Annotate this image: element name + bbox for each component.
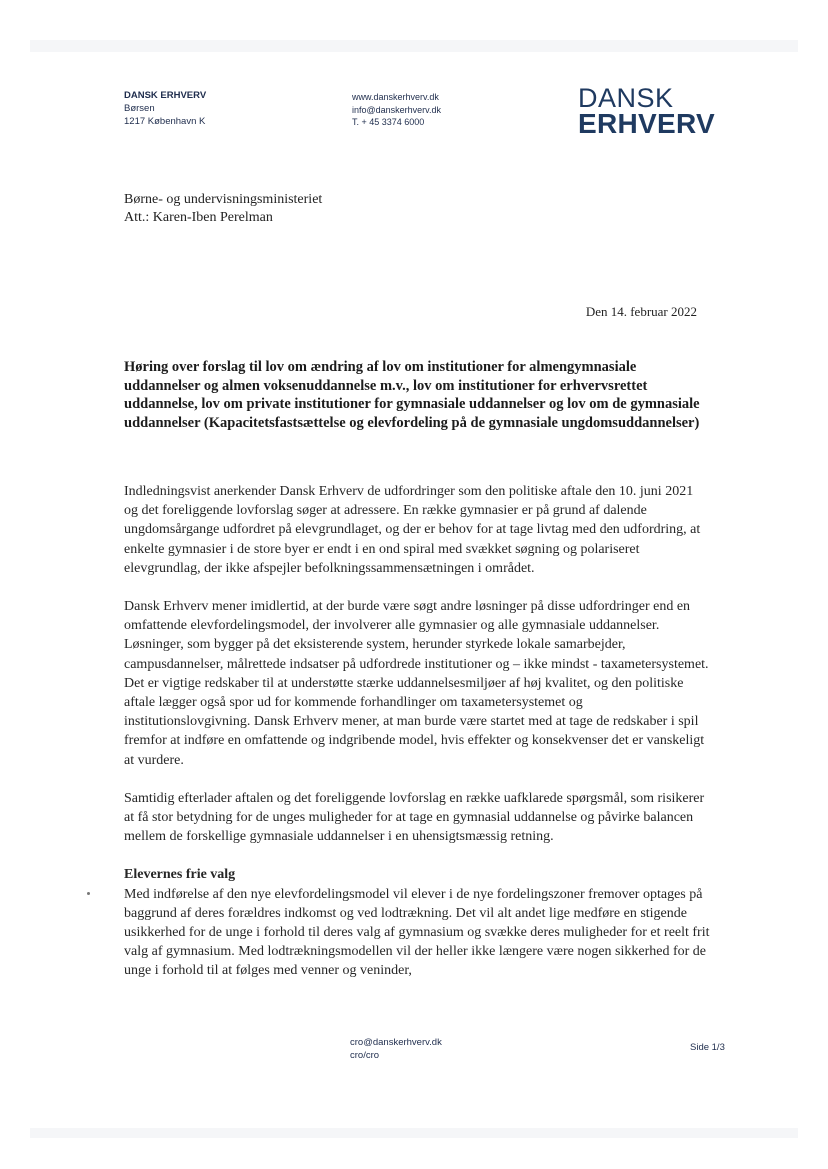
sender-org: DANSK ERHVERV xyxy=(124,90,207,101)
sender-address-line2: 1217 København K xyxy=(124,116,206,127)
contact-email: info@danskerhverv.dk xyxy=(352,104,442,115)
contact-block xyxy=(352,91,441,129)
footer-contact xyxy=(350,1037,442,1062)
letter-date: Den 14. februar 2022 xyxy=(585,304,697,319)
section-heading: Elevernes frie valg xyxy=(124,867,236,883)
contact-phone: T. + 45 3374 6000 xyxy=(352,117,425,127)
recipient-line1: Børne- og undervisningsministeriet xyxy=(124,192,323,207)
sender-address-line1: Børsen xyxy=(124,103,155,114)
sender-block xyxy=(124,89,206,128)
dansk-erhverv-logo xyxy=(578,83,715,139)
recipient-line2: Att.: Karen-Iben Perelman xyxy=(124,210,273,225)
logo-line1: DANSK xyxy=(578,83,674,113)
margin-mark xyxy=(87,892,90,895)
footer-email: cro@danskerhverv.dk xyxy=(350,1037,442,1048)
page-number: Side 1/3 xyxy=(690,1042,725,1053)
scan-edge-top xyxy=(30,40,798,52)
body-paragraph-1: Indledningsvist anerkender Dansk Erhverv de udfordringer som den politiske aftale den 10. juni 2021 og det foreliggende lovforslag søger at adressere. En række gymnasier er på grund af dalende ungdomsårgange udfordret på elevgrundlaget, og der er behov for at tage livtag med den udfordring, at enkelte gymnasier i de store byer er endt i en ond spiral med svækket søgning og polariseret elevgrundlag, der ikke afspejler befolkningssammensætningen i området. xyxy=(124,484,701,576)
body-paragraph-3: Samtidig efterlader aftalen og det foreliggende lovforslag en række uafklarede spørgsmål, som risikerer at få stor betydning for de unges muligheder for at tage en gymnasial uddannelse og påvirke balancen mellem de forskellige gymnasiale uddannelser i en uhensigtsmæssig retning. xyxy=(124,790,705,845)
section-text: Med indførelse af den nye elevfordelingsmodel vil elever i de nye fordelingszoner fremover optages på baggrund af deres forældres indkomst og ved lodtrækning. Det vil alt andet lige medføre en stigende usikkerhed for de unge i forhold til deres valg af gymnasium og svække deres muligheder for et reelt frit valg af gymnasium. Med lodtrækningsmodellen vil der heller ikke længere være nogen sikkerhed for de unge i forhold til at følges med venner og veninder, xyxy=(124,886,710,979)
recipient-block xyxy=(124,191,322,227)
logo-line2: ERHVERV xyxy=(578,108,715,139)
scan-edge-bottom xyxy=(30,1128,798,1138)
body-paragraph-2: Dansk Erhverv mener imidlertid, at der burde være søgt andre løsninger på disse udfordringer end en omfattende elevfordelingsmodel, der involverer alle gymnasier og alle gymnasiale uddannelser. Løsninger, som bygger på det eksisterende system, herunder styrkede lokale samarbejder, campusdannelser, målrettede indsatser på udfordrede institutioner og – ikke mindst - taxametersystemet. Det er vigtige redskaber til at understøtte stærke uddannelsesmiljøer af høj kvalitet, og den politiske aftale lægger også spor ud for kommende forhandlinger om taxametersystemet og institutionslovgivning. Dansk Erhverv mener, at man burde være startet med at tage de redskaber i spil fremfor at indføre en omfattende og indgribende model, hvis effekter og konsekvenser det er vanskeligt at vurdere. xyxy=(124,599,709,768)
contact-web: www.danskerhverv.dk xyxy=(352,92,439,102)
letter-subject: Høring over forslag til lov om ændring af lov om institutioner for almengymnasiale uddannelser og almen voksenuddannelse m.v., lov om institutioner for erhvervsrettet uddannelse, lov om private institutioner for gymnasiale uddannelser og lov om de gymnasiale uddannelser (Kapacitetsfastsættelse og elevfordeling på de gymnasiale ungdomsuddannelser) xyxy=(124,359,700,431)
footer-reference: cro/cro xyxy=(350,1049,380,1061)
letter-body xyxy=(124,482,710,981)
